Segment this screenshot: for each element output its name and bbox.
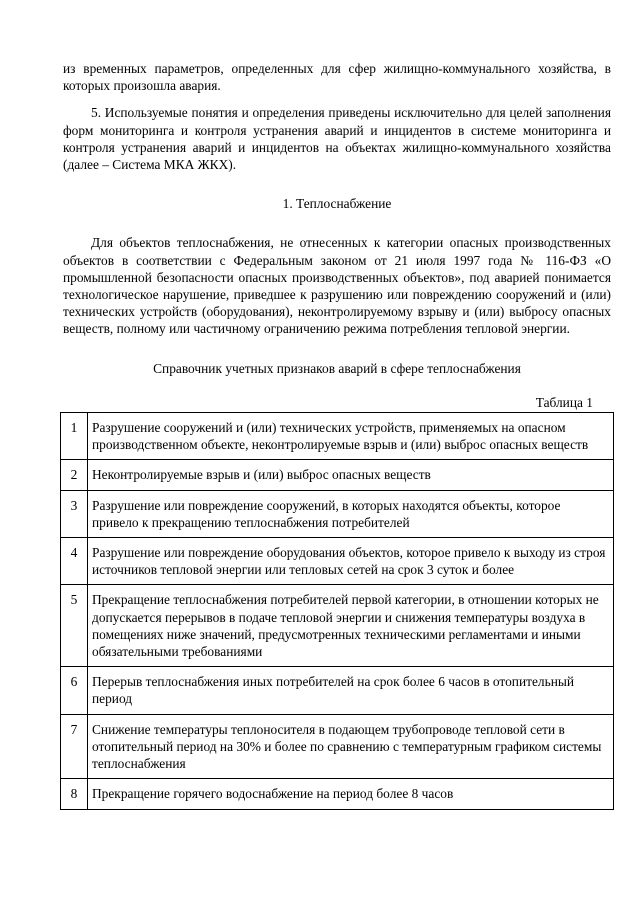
row-text: Неконтролируемые взрыв и (или) выброс опасных веществ [88, 460, 614, 490]
row-text: Прекращение горячего водоснабжение на период более 8 часов [88, 779, 614, 809]
table-row [61, 460, 614, 490]
table-row [61, 714, 614, 779]
row-number: 7 [61, 714, 88, 779]
row-text: Разрушение сооружений и (или) технических устройств, применяемых на опасном производственном объекте, неконтролируемые взрыв и (или) выброс опасных веществ [88, 413, 614, 460]
table-row [61, 585, 614, 667]
section-title: 1. Теплоснабжение [282, 196, 392, 212]
row-number: 5 [61, 585, 88, 667]
table-caption: Таблица 1 [535, 394, 593, 410]
table-row [61, 667, 614, 714]
row-number: 1 [61, 413, 88, 460]
document-page [63, 60, 611, 810]
row-text: Прекращение теплоснабжения потребителей первой категории, в отношении которых не допускается перерывов в подаче тепловой энергии и снижения температуры воздуха в помещениях ниже значений, предусмотренных техническими регламентами и иными обязательными требованиями [88, 585, 614, 667]
row-text: Разрушение или повреждение оборудования объектов, которое привело к выходу из строя источников тепловой энергии или тепловых сетей на срок 3 суток и более [88, 538, 614, 585]
row-text: Перерыв теплоснабжения иных потребителей на срок более 6 часов в отопительный период [88, 667, 614, 714]
row-text: Снижение температуры теплоносителя в подающем трубопроводе тепловой сети в отопительный период на 30% и более по сравнению с температурным графиком системы теплоснабжения [88, 714, 614, 779]
row-number: 3 [61, 490, 88, 537]
row-number: 2 [61, 460, 88, 490]
table-row [61, 779, 614, 809]
paragraph-continuation: из временных параметров, определенных для сфер жилищно-коммунального хозяйства, в которых произошла авария. [63, 61, 611, 94]
paragraph-heat-supply: Для объектов теплоснабжения, не отнесенных к категории опасных производственных объектов в соответствии с Федеральным законом от 21 июля 1997 года № 116-ФЗ «О промышленной безопасности опасных производственных объектов», под аварией понимается технологическое нарушение, приведшее к разрушению или повреждению сооружений и (или) технических устройств (оборудования), неконтролируемому взрыву и (или) выбросу опасных веществ, полному или частичному ограничению режима потребления тепловой энергии. [63, 235, 611, 337]
row-text: Разрушение или повреждение сооружений, в которых находятся объекты, которое привело к прекращению теплоснабжения потребителей [88, 490, 614, 537]
row-number: 8 [61, 779, 88, 809]
row-number: 6 [61, 667, 88, 714]
table-heading: Справочник учетных признаков аварий в сфере теплоснабжения [153, 360, 521, 376]
table-row [61, 490, 614, 537]
table-row [61, 413, 614, 460]
paragraph-definitions: 5. Используемые понятия и определения приведены исключительно для целей заполнения форм мониторинга и контроля устранения аварий и инцидентов в системе мониторинга и контроля устранения аварий и инцидентов на объектах жилищно-коммунального хозяйства (далее – Система МКА ЖКХ). [63, 105, 611, 173]
accident-criteria-table [60, 412, 614, 809]
table-row [61, 538, 614, 585]
row-number: 4 [61, 538, 88, 585]
